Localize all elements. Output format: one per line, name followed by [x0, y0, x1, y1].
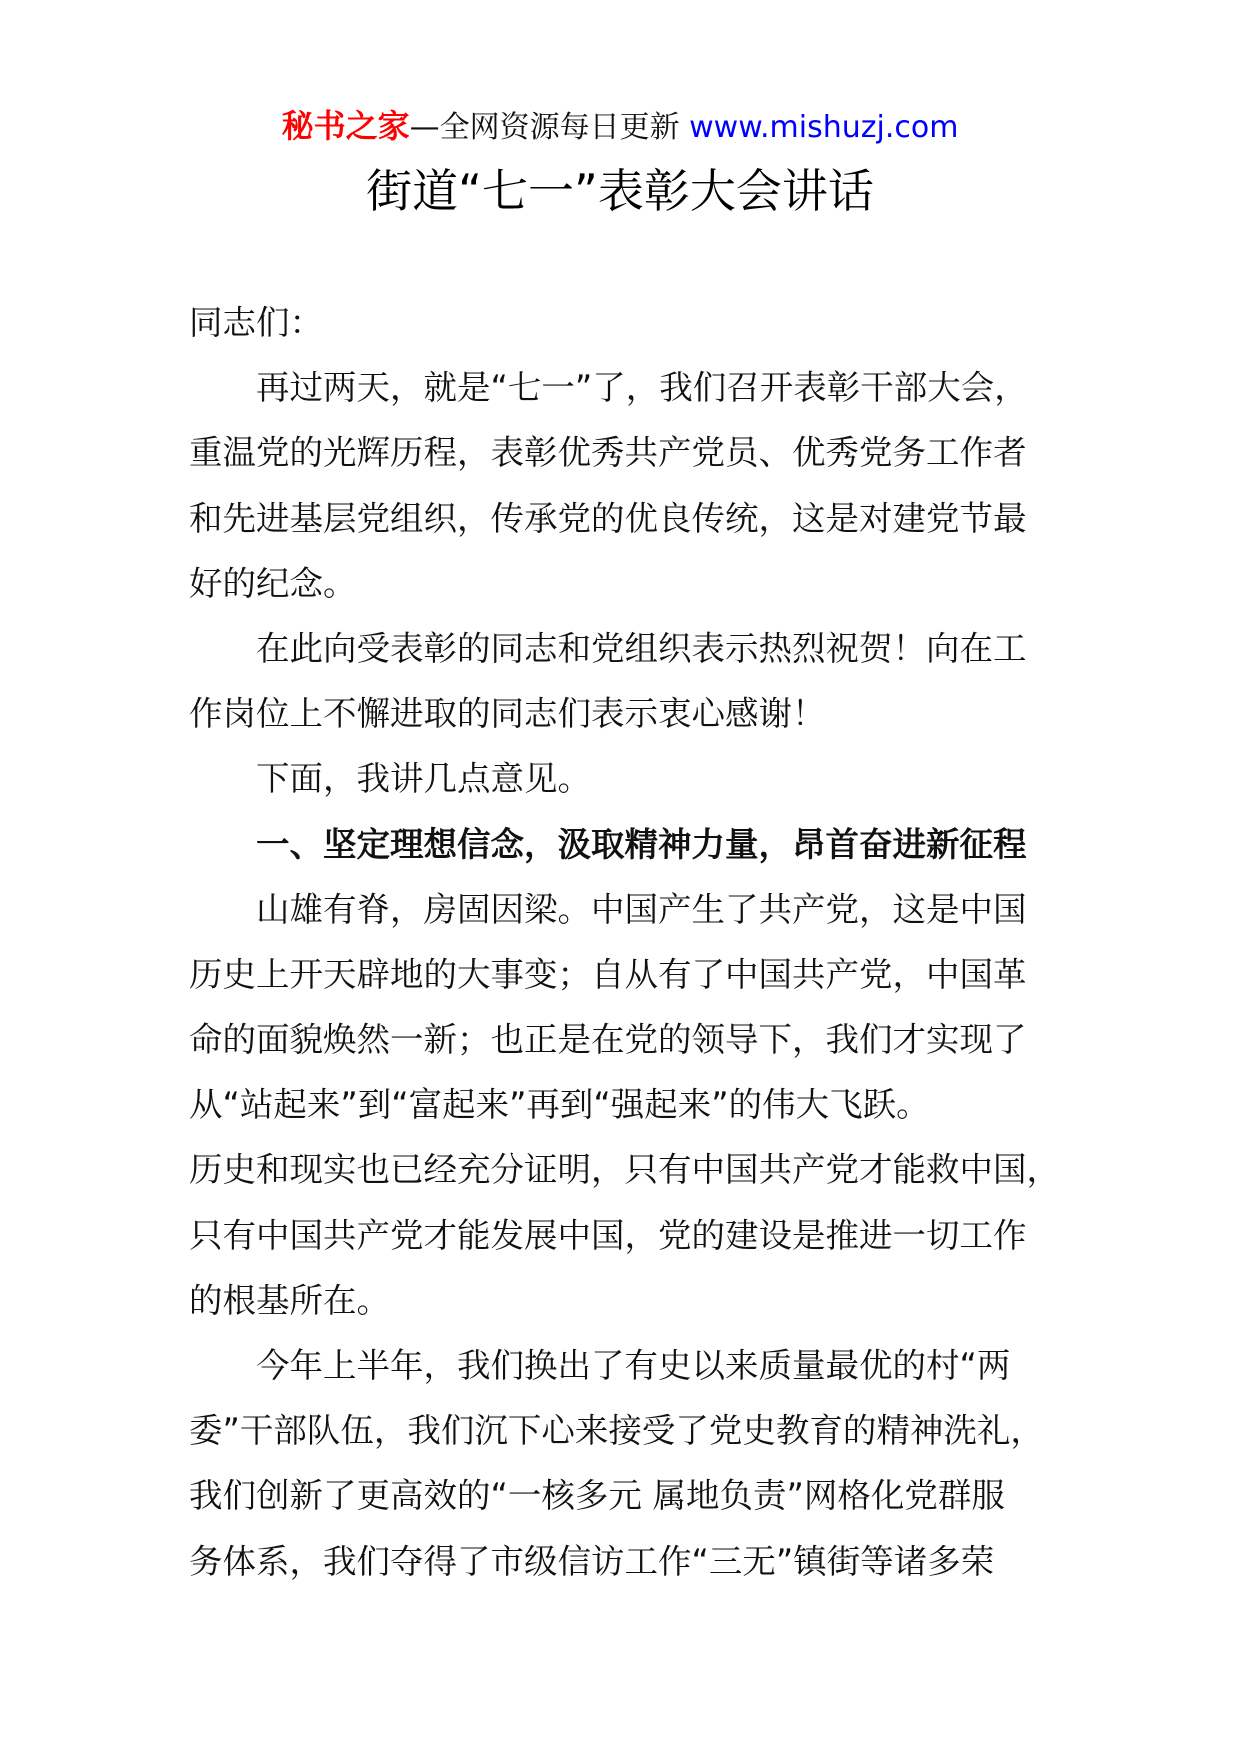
paragraph	[189, 1333, 1189, 1594]
section	[189, 812, 1189, 1594]
paragraph-line: 从“站起来”到“富起来”再到“强起来”的伟大飞跃。	[189, 1085, 930, 1125]
paragraph	[189, 877, 1189, 1333]
paragraph-line: 和先进基层党组织，传承党的优良传统，这是对建党节最	[189, 498, 1027, 538]
section-heading: 一、坚定理想信念，汲取精神力量，昂首奋进新征程	[256, 824, 1027, 864]
paragraph-line: 下面，我讲几点意见。	[256, 759, 591, 799]
paragraph-line: 在此向受表彰的同志和党组织表示热烈祝贺！向在工	[256, 628, 1027, 668]
paragraph-line: 命的面貌焕然一新；也正是在党的领导下，我们才实现了	[189, 1020, 1027, 1060]
paragraph	[189, 616, 1189, 746]
paragraph-line: 我们创新了更高效的“一核多元 属地负责”网格化党群服	[189, 1476, 1005, 1516]
paragraph-line: 再过两天，就是“七一”了，我们召开表彰干部大会，	[256, 368, 1028, 408]
paragraph-line: 务体系，我们夺得了市级信访工作“三无”镇街等诸多荣	[189, 1541, 995, 1581]
brand-name: 秘书之家	[281, 107, 410, 145]
paragraph-line: 委”干部队伍，我们沉下心来接受了党史教育的精神洗礼，	[189, 1411, 1044, 1451]
speech-body	[189, 290, 1189, 1594]
paragraph-line: 只有中国共产党才能发展中国，党的建设是推进一切工作	[189, 1215, 1027, 1255]
paragraph-line: 重温党的光辉历程，表彰优秀共产党员、优秀党务工作者	[189, 433, 1027, 473]
site-url-link[interactable]: www.mishuzj.com	[689, 110, 959, 145]
paragraph	[189, 746, 1189, 811]
page-title: 街道“七一”表彰大会讲话	[366, 164, 874, 218]
banner-tagline: —全网资源每日更新	[409, 110, 690, 145]
paragraph-line: 好的纪念。	[189, 563, 357, 603]
salutation: 同志们：	[189, 303, 323, 342]
paragraph-line: 历史和现实也已经充分证明，只有中国共产党才能救中国，	[189, 1150, 1060, 1190]
paragraph-line: 山雄有脊，房固因梁。中国产生了共产党，这是中国	[256, 889, 1027, 929]
paragraph-line: 今年上半年，我们换出了有史以来质量最优的村“两	[256, 1346, 1011, 1385]
paragraph-line: 的根基所在。	[189, 1280, 390, 1320]
paragraph	[189, 355, 1189, 616]
site-banner	[0, 104, 1240, 148]
paragraph-line: 作岗位上不懈进取的同志们表示衷心感谢！	[189, 694, 826, 734]
paragraph-line: 历史上开天辟地的大事变；自从有了中国共产党，中国革	[189, 954, 1027, 994]
